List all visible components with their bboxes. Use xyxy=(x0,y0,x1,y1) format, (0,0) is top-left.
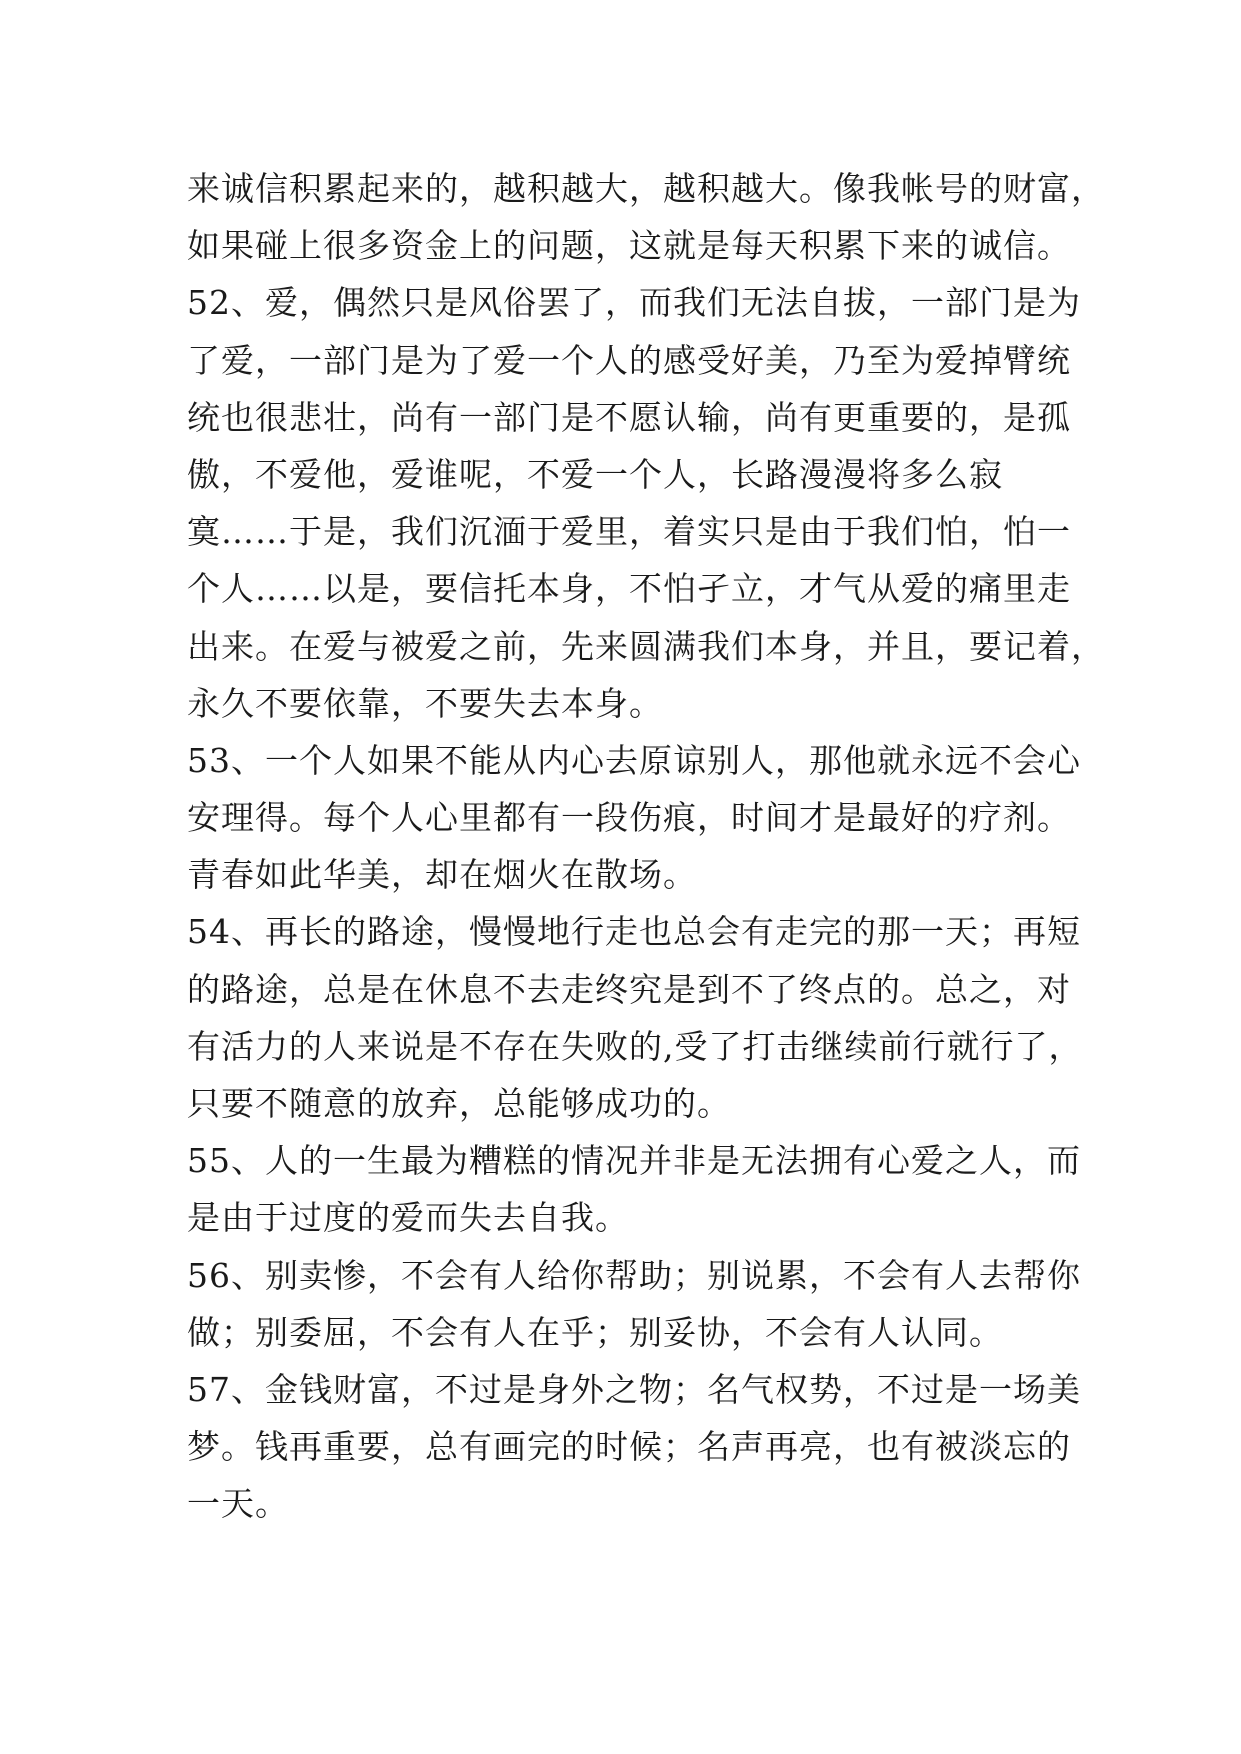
text-line: 如果碰上很多资金上的问题，这就是每天积累下来的诚信。 xyxy=(187,226,1071,266)
text-line: 一天。 xyxy=(187,1484,289,1524)
text-line: 永久不要依靠，不要失去本身。 xyxy=(187,683,663,723)
text-line: 53、一个人如果不能从内心去原谅别人，那他就永远不会心 xyxy=(187,740,1081,780)
text-line: 只要不随意的放弃，总能够成功的。 xyxy=(187,1084,731,1123)
text-line: 梦。钱再重要，总有画完的时候；名声再亮，也有被淡忘的 xyxy=(187,1427,1071,1467)
text-line: 52、爱，偶然只是风俗罢了，而我们无法自拔，一部门是为 xyxy=(187,283,1081,323)
text-line: 56、别卖惨，不会有人给你帮助；别说累，不会有人去帮你 xyxy=(187,1255,1081,1295)
document-body xyxy=(187,160,1105,1533)
text-line: 是由于过度的爱而失去自我。 xyxy=(187,1198,629,1238)
text-line: 来诚信积累起来的，越积越大，越积越大。像我帐号的财富， xyxy=(187,169,1105,208)
text-line: 54、再长的路途，慢慢地行走也总会有走完的那一天；再短 xyxy=(187,912,1081,952)
text-line: 个人……以是，要信托本身，不怕孑立，才气从爱的痛里走 xyxy=(187,569,1071,609)
text-line: 出来。在爱与被爱之前，先来圆满我们本身，并且，要记着， xyxy=(187,626,1105,666)
text-line: 傲，不爱他，爱谁呢，不爱一个人，长路漫漫将多么寂 xyxy=(187,454,1003,494)
text-line: 57、金钱财富，不过是身外之物；名气权势，不过是一场美 xyxy=(187,1369,1081,1409)
text-line: 做；别委屈，不会有人在乎；别妥协，不会有人认同。 xyxy=(187,1312,1003,1352)
text-line: 安理得。每个人心里都有一段伤痕，时间才是最好的疗剂。 xyxy=(187,798,1071,838)
text-line: 的路途，总是在休息不去走终究是到不了终点的。总之，对 xyxy=(187,969,1071,1009)
text-line: 寞……于是，我们沉湎于爱里，着实只是由于我们怕，怕一 xyxy=(187,512,1071,552)
text-line: 统也很悲壮，尚有一部门是不愿认输，尚有更重要的，是孤 xyxy=(187,397,1071,437)
text-line: 55、人的一生最为糟糕的情况并非是无法拥有心爱之人，而 xyxy=(187,1141,1081,1181)
text-line: 青春如此华美，却在烟火在散场。 xyxy=(187,855,697,895)
text-line: 了爱，一部门是为了爱一个人的感受好美，乃至为爱掉臂统 xyxy=(187,340,1071,380)
text-line: 有活力的人来说是不存在失败的,受了打击继续前行就行了， xyxy=(187,1026,1083,1066)
